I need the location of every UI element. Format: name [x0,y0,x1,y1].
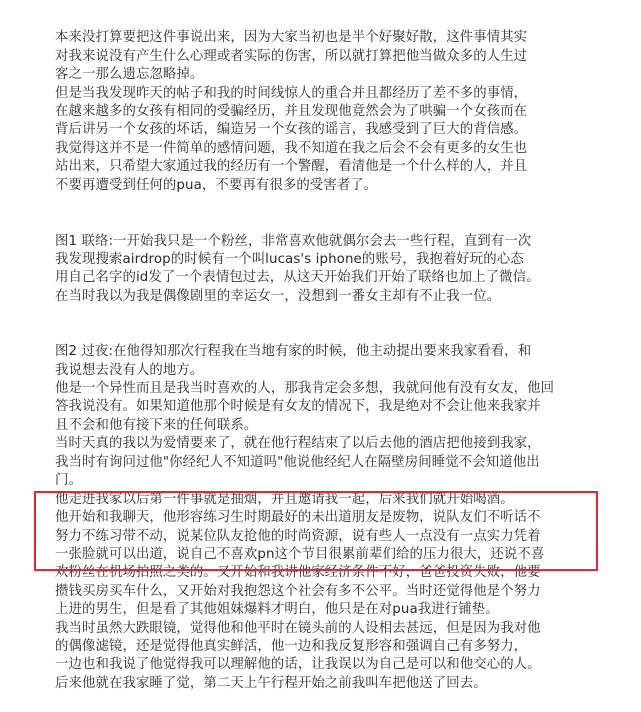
text-line: 努力不练习带不动，说某位队友抢他的时尚资源，说有些人一点没有一点实力凭着 [55,529,541,544]
text-line: 我觉得这并不是一件简单的感情问题，我不知道在我之后会不会有更多的女生也 [55,141,528,156]
text-line: 但是当我发现昨天的帖子和我的时间线惊人的重合并且都经历了差不多的事情， [55,86,528,101]
text-line: 上进的男生，但是看了其他姐妹爆料才明白，他只是在对pua我进行铺垫。 [55,602,499,617]
text-line: 欢粉丝在机场拍照之类的。又开始和我讲他家经济条件不好，爸爸投资失败，他要 [55,565,541,580]
text-line: 用自己名字的id发了一个表情包过去，从这天开始我们开始了联络也加上了微信。 [55,270,540,285]
text-line: 图2 过夜:在他得知那次行程我在当地有家的时候，他主动提出要来我家看看，和 [55,344,532,359]
text-line: 不要再遭受到任何的pua，不要再有很多的受害者了。 [55,178,378,193]
text-line: 门。 [55,473,82,488]
text-line: 图1 联络:一开始我只是一个粉丝，非常喜欢他就偶尔会去一些行程，直到有一次 [55,234,532,249]
text-line: 我当时虽然大跌眼镜，觉得他和他平时在镜头前的人设相去甚远，但是因为我对他 [55,621,541,636]
text-line: 他开始和我聊天，他形容练习生时期最好的未出道朋友是废物，说队友们不听话不 [55,510,541,525]
text-line: 他走进我家以后第一件事就是抽烟，并且邀请我一起，后来我们就开始喝酒。 [55,492,514,507]
text-line: 后来他就在我家睡了觉，第二天上午行程开始之前我叫车把他送了回去。 [55,676,487,691]
text-line: 一边也和我说了他觉得我可以理解他的话，让我误以为自己是可以和他交心的人。 [55,657,541,672]
text-line: 我说想去没有人的地方。 [55,363,204,378]
text-line: 对我来说没有产生什么心理或者实际的伤害，所以就打算把他当做众多的人生过 [55,49,528,64]
text-line: 且不会和他有接下来的任何联系。 [55,418,258,433]
text-line: 我当时有询问过他"你经纪人不知道吗"他说他经纪人在隔壁房间睡觉不会知道他出 [55,455,540,470]
text-line: 的偶像滤镜，还是觉得他真实鲜活，他一边和我反复形容和强调自己有多努力， [55,639,528,654]
text-line: 本来没打算要把这件事说出来，因为大家当初也是半个好聚好散，这件事情其实 [55,30,528,45]
text-line: 在当时我以为我是偶像剧里的幸运女一，没想到一番女主却有不止我一位。 [55,289,501,304]
text-line: 我发现搜索airdrop的时候有一个叫lucas's iphone的账号，我抱着好玩的心态 [55,252,524,267]
highlight-box [34,491,598,571]
text-line: 站出来，只希望大家通过我的经历有一个警醒，看清他是一个什么样的人，并且 [55,159,528,174]
text-line: 攒钱买房买车什么，又开始对我抱怨这个社会有多不公平。当时还觉得他是个努力 [55,584,541,599]
text-line: 客之一那么遗忘忽略掉。 [55,67,204,82]
text-line: 背后讲另一个女孩的坏话，编造另一个女孩的谣言，我感受到了巨大的背信感。 [55,122,528,137]
text-line: 他是一个异性而且是我当时喜欢的人，那我肯定会多想，我就问他有没有女友，他回 [55,381,555,396]
text-line: 一张脸就可以出道，说自己不喜欢pn这个节目很累前辈们给的压力很大，还说不喜 [55,547,545,562]
text-line: 当时天真的我以为爱情要来了，就在他行程结束了以后去他的酒店把他接到我家， [55,436,541,451]
text-line: 在越来越多的女孩有相同的受骗经历，并且发现他竟然会为了哄骗一个女孩而在 [55,104,528,119]
text-line: 答我说没有。如果知道他那个时候是有女友的情况下，我是绝对不会让他来我家并 [55,399,541,414]
